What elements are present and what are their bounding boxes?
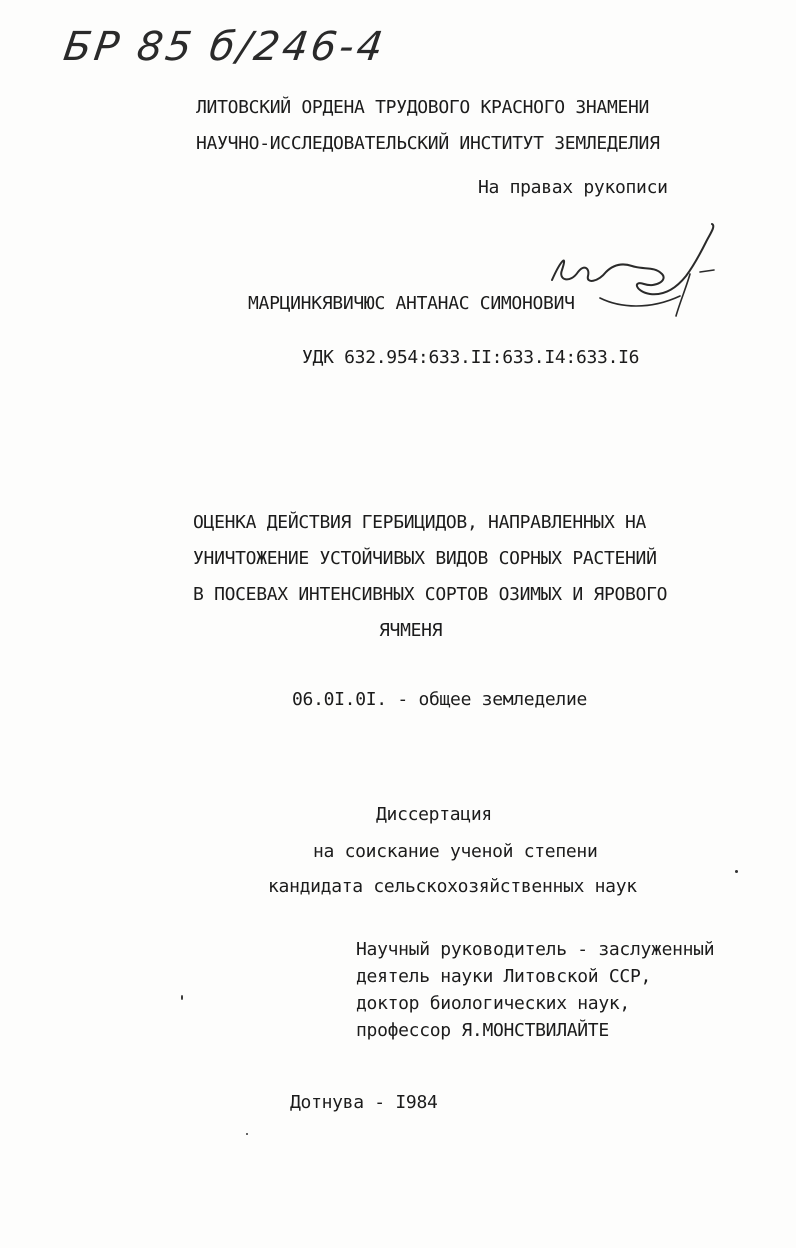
supervisor-line-2: деятель науки Литовской ССР, [356, 966, 652, 987]
archive-mark: БР 85 б/246-4 [60, 24, 389, 70]
scan-speck [246, 1133, 248, 1135]
udc-code: УДК 632.954:633.II:633.I4:633.I6 [302, 347, 640, 368]
title-line-3: В ПОСЕВАХ ИНТЕНСИВНЫХ СОРТОВ ОЗИМЫХ И ЯРОВОГО [193, 584, 668, 605]
specialty-code: 06.0I.0I. - общее земледелие [292, 689, 588, 710]
author-name: МАРЦИНКЯВИЧЮС АНТАНАС СИМОНОВИЧ [248, 293, 575, 314]
field-line: кандидата сельскохозяйственных наук [268, 876, 637, 897]
supervisor-line-3: доктор биологических наук, [356, 993, 630, 1014]
institute-line-2: НАУЧНО-ИССЛЕДОВАТЕЛЬСКИЙ ИНСТИТУТ ЗЕМЛЕДЕЛИЯ [196, 133, 660, 154]
supervisor-line-1: Научный руководитель - заслуженный [356, 939, 715, 960]
scan-speck [181, 995, 183, 1000]
scan-speck [735, 870, 738, 873]
institute-line-1: ЛИТОВСКИЙ ОРДЕНА ТРУДОВОГО КРАСНОГО ЗНАМЕНИ [196, 97, 650, 118]
title-line-1: ОЦЕНКА ДЕЙСТВИЯ ГЕРБИЦИДОВ, НАПРАВЛЕННЫХ НА [193, 512, 647, 533]
dissertation-label: Диссертация [376, 804, 492, 825]
manuscript-rights: На правах рукописи [478, 177, 668, 198]
author-signature [540, 222, 720, 322]
title-line-2: УНИЧТОЖЕНИЕ УСТОЙЧИВЫХ ВИДОВ СОРНЫХ РАСТЕНИЙ [193, 548, 657, 569]
supervisor-line-4: профессор Я.МОНСТВИЛАЙТЕ [356, 1020, 609, 1041]
degree-line: на соискание ученой степени [313, 841, 598, 862]
place-year: Дотнува - I984 [290, 1092, 438, 1113]
title-line-4: ЯЧМЕНЯ [379, 620, 443, 641]
